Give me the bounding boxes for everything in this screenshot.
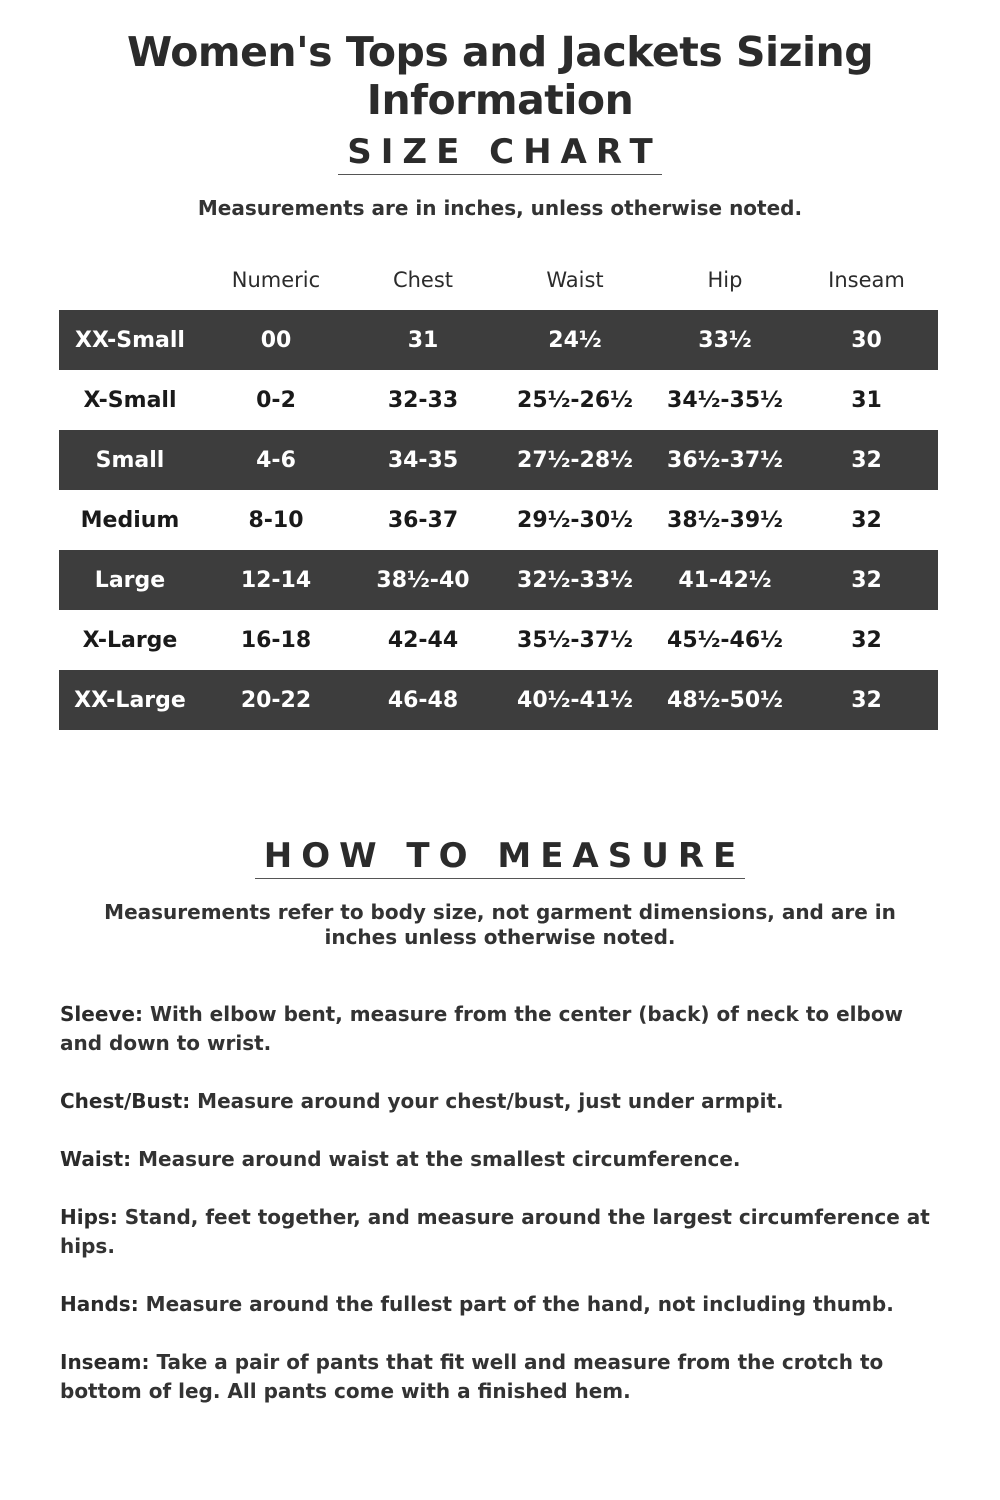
definition-waist	[60, 1145, 940, 1174]
inseam-cell: 32	[851, 507, 882, 533]
chest-cell: 42-44	[387, 627, 459, 653]
definition-chest-bust	[60, 1087, 940, 1116]
waist-cell: 35½-37½	[517, 627, 633, 653]
waist-cell: 29½-30½	[517, 507, 633, 533]
size-chart-heading-text: SIZE CHART	[338, 132, 661, 175]
hip-cell: 34½-35½	[667, 387, 783, 413]
definition-term: Inseam:	[60, 1350, 150, 1374]
chest-cell: 31	[407, 327, 439, 353]
numeric-cell: 16-18	[240, 627, 312, 653]
hip-cell: 48½-50½	[667, 687, 783, 713]
column-header-waist: Waist	[546, 268, 604, 292]
size-label: Large	[94, 567, 166, 593]
size-label: XX-Small	[75, 327, 185, 353]
waist-cell: 40½-41½	[517, 687, 633, 713]
column-header-chest: Chest	[392, 268, 454, 292]
hip-cell: 38½-39½	[667, 507, 783, 533]
numeric-cell: 0-2	[256, 387, 296, 413]
inseam-cell: 32	[851, 687, 882, 713]
definition-term: Sleeve:	[60, 1002, 143, 1026]
inseam-cell: 31	[851, 387, 882, 413]
definition-term: Hips:	[60, 1205, 118, 1229]
numeric-cell: 00	[260, 327, 292, 353]
size-label: Medium	[80, 507, 180, 533]
size-label: Small	[95, 447, 165, 473]
numeric-cell: 20-22	[240, 687, 312, 713]
size-label: XX-Large	[74, 687, 186, 713]
definition-text: Take a pair of pants that fit well and measure from the crotch to bottom of leg. All pants come with a finished hem.	[60, 1350, 884, 1403]
numeric-cell: 4-6	[256, 447, 296, 473]
measure-definitions	[60, 1000, 940, 1435]
chest-cell: 46-48	[387, 687, 459, 713]
inseam-cell: 32	[851, 567, 882, 593]
waist-cell: 32½-33½	[517, 567, 633, 593]
definition-text: Stand, feet together, and measure around the largest circumference at hips.	[60, 1205, 930, 1258]
definition-text: Measure around your chest/bust, just under armpit.	[197, 1089, 784, 1113]
chest-cell: 36-37	[387, 507, 459, 533]
definition-term: Hands:	[60, 1292, 139, 1316]
hip-cell: 45½-46½	[667, 627, 783, 653]
definition-hips	[60, 1203, 940, 1261]
numeric-cell: 12-14	[240, 567, 312, 593]
page-title: Women's Tops and Jackets Sizing Information	[126, 28, 874, 124]
hip-cell: 36½-37½	[667, 447, 783, 473]
size-table	[59, 250, 938, 730]
size-label: X-Large	[82, 627, 178, 653]
definition-text: Measure around the fullest part of the hand, not including thumb.	[145, 1292, 894, 1316]
hip-cell: 33½	[698, 327, 752, 353]
table-row	[59, 610, 938, 670]
table-row	[59, 430, 938, 490]
definition-hands	[60, 1290, 940, 1319]
size-chart-subtitle: Measurements are in inches, unless otherwise noted.	[197, 196, 803, 220]
size-label: X-Small	[83, 387, 177, 413]
definition-text: With elbow bent, measure from the center (back) of neck to elbow and down to wrist.	[60, 1002, 904, 1055]
definition-term: Waist:	[60, 1147, 132, 1171]
how-to-measure-heading	[0, 836, 1000, 879]
definition-text: Measure around waist at the smallest circumference.	[138, 1147, 741, 1171]
table-row	[59, 490, 938, 550]
chest-cell: 34-35	[387, 447, 459, 473]
chest-cell: 32-33	[387, 387, 459, 413]
inseam-cell: 32	[851, 447, 882, 473]
definition-sleeve	[60, 1000, 940, 1058]
column-header-numeric: Numeric	[231, 268, 321, 292]
waist-cell: 24½	[548, 327, 602, 353]
column-header-inseam: Inseam	[828, 268, 905, 292]
table-row	[59, 370, 938, 430]
definition-inseam	[60, 1348, 940, 1406]
hip-cell: 41-42½	[678, 567, 772, 593]
inseam-cell: 32	[851, 627, 882, 653]
column-header-hip: Hip	[707, 268, 743, 292]
table-header-row	[59, 250, 938, 310]
definition-term: Chest/Bust:	[60, 1089, 191, 1113]
waist-cell: 27½-28½	[517, 447, 633, 473]
table-row	[59, 310, 938, 370]
how-to-measure-heading-text: HOW TO MEASURE	[255, 836, 746, 879]
size-chart-heading	[0, 132, 1000, 175]
inseam-cell: 30	[851, 327, 882, 353]
table-row	[59, 550, 938, 610]
table-row	[59, 670, 938, 730]
waist-cell: 25½-26½	[517, 387, 633, 413]
chest-cell: 38½-40	[376, 567, 470, 593]
numeric-cell: 8-10	[248, 507, 304, 533]
how-to-measure-subtitle: Measurements refer to body size, not garment dimensions, and are in inches unless otherwise noted.	[104, 900, 896, 949]
